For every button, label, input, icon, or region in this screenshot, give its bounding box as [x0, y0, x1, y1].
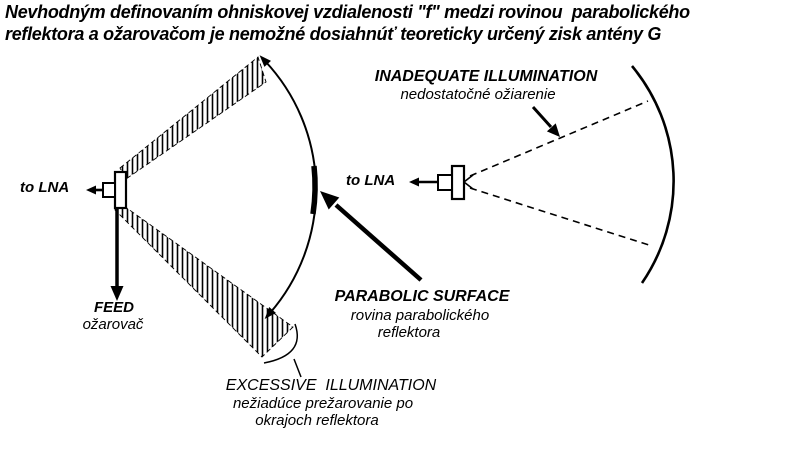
parabolic-reflector-arc [265, 61, 316, 313]
inadequate-illumination-sublabel: nedostatočné ožiarenie [400, 86, 556, 103]
to-lna-arrowhead-icon-left [86, 186, 96, 195]
feed-sublabel: ožarovač [82, 316, 144, 333]
parabolic-surface-arrow-line [336, 205, 421, 280]
title-line-2: reflektora a ožarovačom je nemožné dosiahnúť teoreticky určený zisk antény G [5, 24, 662, 44]
to-lna-arrowhead-icon-right [409, 178, 419, 187]
parabolic-surface-sublabel-2: reflektora [377, 324, 441, 341]
dashed-beam-lower [470, 188, 652, 246]
lower-beam-hatched [115, 201, 293, 357]
feed-horn-body [115, 172, 126, 208]
excessive-caption-leader-line [294, 359, 301, 377]
beam-origin-chevron-icon [464, 175, 473, 189]
title-line-1: Nevhodným definovaním ohniskovej vzdialenosti "f" medzi rovinou parabolického [5, 2, 690, 22]
inadequate-illumination-label: INADEQUATE ILLUMINATION [374, 68, 598, 85]
right-reflector-arc [632, 66, 674, 283]
dashed-beam-upper [470, 101, 648, 176]
right-feed-horn-body [452, 166, 464, 199]
excessive-illumination-label: EXCESSIVE ILLUMINATION [225, 377, 437, 394]
excessive-illumination-sublabel-1: nežiadúce prežarovanie po [232, 395, 414, 412]
parabolic-surface-label: PARABOLIC SURFACE [334, 288, 510, 305]
right-feed-horn-connector [438, 175, 452, 190]
inadequate-caption-arrow-line [533, 107, 551, 127]
to-lna-label-right: to LNA [346, 172, 396, 189]
feed-label: FEED [93, 299, 135, 316]
parabolic-surface-highlight [313, 166, 315, 214]
excessive-illumination-sublabel-2: okrajoch reflektora [255, 412, 379, 429]
feed-horn-connector [103, 183, 115, 197]
to-lna-label-left: to LNA [20, 179, 70, 196]
parabolic-surface-sublabel-1: rovina parabolického [350, 307, 490, 324]
upper-beam-hatched [120, 57, 266, 179]
